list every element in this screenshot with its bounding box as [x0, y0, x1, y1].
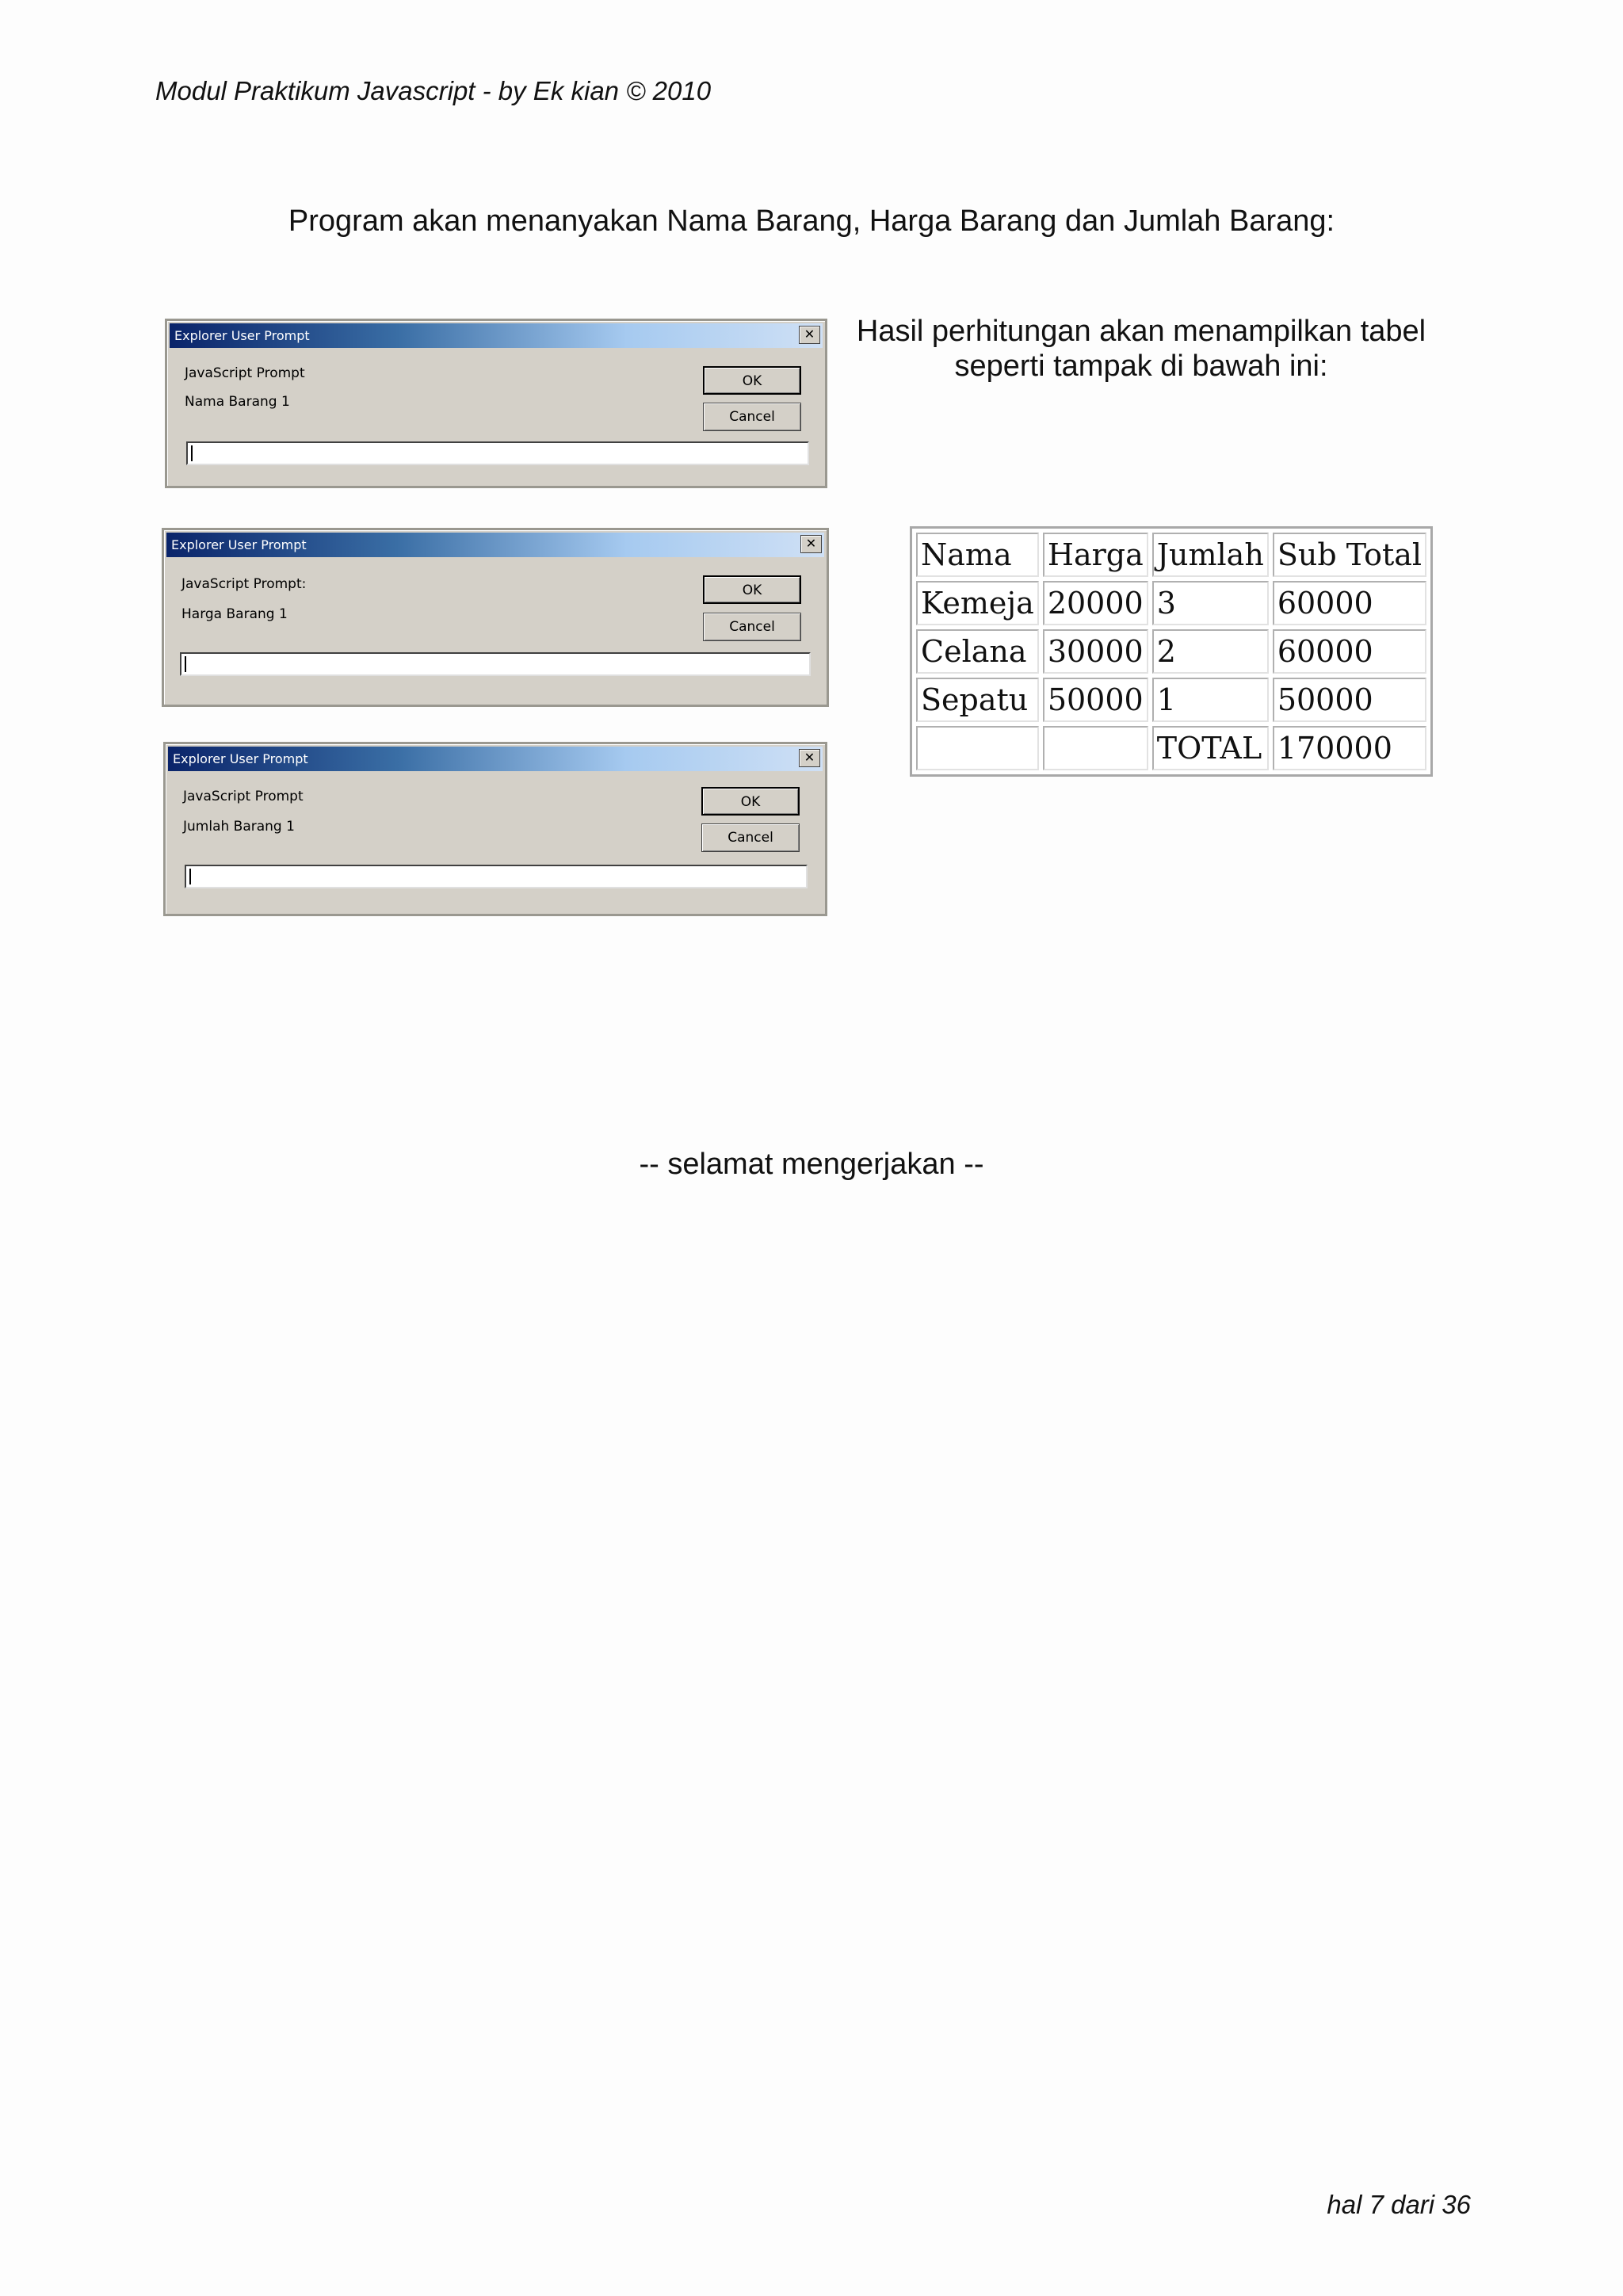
result-note-line-1: Hasil perhitungan akan menampilkan tabel	[856, 315, 1426, 348]
table-cell: 50000	[1273, 678, 1426, 722]
table-cell: 60000	[1273, 581, 1426, 625]
table-cell: 50000	[1043, 678, 1148, 722]
table-row	[916, 629, 1426, 674]
text-caret	[191, 445, 193, 461]
dialog-titlebar[interactable]	[166, 533, 824, 557]
total-label: TOTAL	[1152, 726, 1269, 770]
table-cell: Sepatu	[916, 678, 1039, 722]
prompt-label: Jumlah Barang 1	[183, 819, 295, 835]
table-cell: 30000	[1043, 629, 1148, 674]
prompt-dialog-harga	[162, 528, 829, 707]
table-cell: Kemeja	[916, 581, 1039, 625]
result-note	[824, 314, 1458, 384]
closing-text: -- selamat mengerjakan --	[639, 1148, 984, 1181]
ok-button[interactable]: OK	[703, 575, 801, 604]
close-icon[interactable]: ✕	[799, 749, 820, 767]
prompt-input[interactable]	[186, 441, 809, 465]
total-value: 170000	[1273, 726, 1426, 770]
prompt-label: Harga Barang 1	[181, 606, 288, 622]
prompt-dialog-jumlah	[163, 742, 827, 916]
table-cell	[1043, 726, 1148, 770]
dialog-title: Explorer User Prompt	[171, 537, 307, 552]
table-row	[916, 678, 1426, 722]
header-cell-harga: Harga	[1043, 533, 1148, 577]
cancel-button[interactable]: Cancel	[701, 823, 800, 852]
dialog-titlebar[interactable]	[170, 323, 823, 348]
header-cell-subtotal: Sub Total	[1273, 533, 1426, 577]
table-cell: 1	[1152, 678, 1269, 722]
prompt-heading: JavaScript Prompt	[185, 365, 305, 381]
prompt-heading: JavaScript Prompt:	[181, 576, 307, 592]
table-cell: 2	[1152, 629, 1269, 674]
page-header: Modul Praktikum Javascript - by Ek kian © 2010	[155, 76, 712, 105]
table-cell: 20000	[1043, 581, 1148, 625]
page-number: hal 7 dari 36	[1327, 2190, 1471, 2219]
prompt-label: Nama Barang 1	[185, 394, 290, 410]
ok-button[interactable]: OK	[701, 787, 800, 816]
text-caret	[189, 869, 191, 884]
table-cell	[916, 726, 1039, 770]
close-icon[interactable]: ✕	[799, 326, 820, 344]
prompt-input[interactable]	[185, 865, 808, 888]
dialog-title: Explorer User Prompt	[174, 328, 310, 343]
dialog-titlebar[interactable]	[168, 747, 823, 771]
result-table	[910, 526, 1433, 777]
prompt-dialog-nama	[165, 319, 827, 488]
prompt-input[interactable]	[180, 652, 811, 676]
table-cell: 3	[1152, 581, 1269, 625]
table-cell: Celana	[916, 629, 1039, 674]
result-note-line-2: seperti tampak di bawah ini:	[954, 350, 1328, 383]
intro-text: Program akan menanyakan Nama Barang, Harga Barang dan Jumlah Barang:	[288, 204, 1335, 238]
close-icon[interactable]: ✕	[800, 535, 822, 553]
header-cell-nama: Nama	[916, 533, 1039, 577]
table-cell: 60000	[1273, 629, 1426, 674]
header-cell-jumlah: Jumlah	[1152, 533, 1269, 577]
prompt-heading: JavaScript Prompt	[183, 789, 304, 804]
ok-button[interactable]: OK	[703, 366, 801, 395]
table-header-row	[916, 533, 1426, 577]
table-total-row	[916, 726, 1426, 770]
dialog-title: Explorer User Prompt	[173, 751, 308, 766]
cancel-button[interactable]: Cancel	[703, 403, 801, 431]
text-caret	[185, 656, 186, 672]
cancel-button[interactable]: Cancel	[703, 613, 801, 641]
table-row	[916, 581, 1426, 625]
